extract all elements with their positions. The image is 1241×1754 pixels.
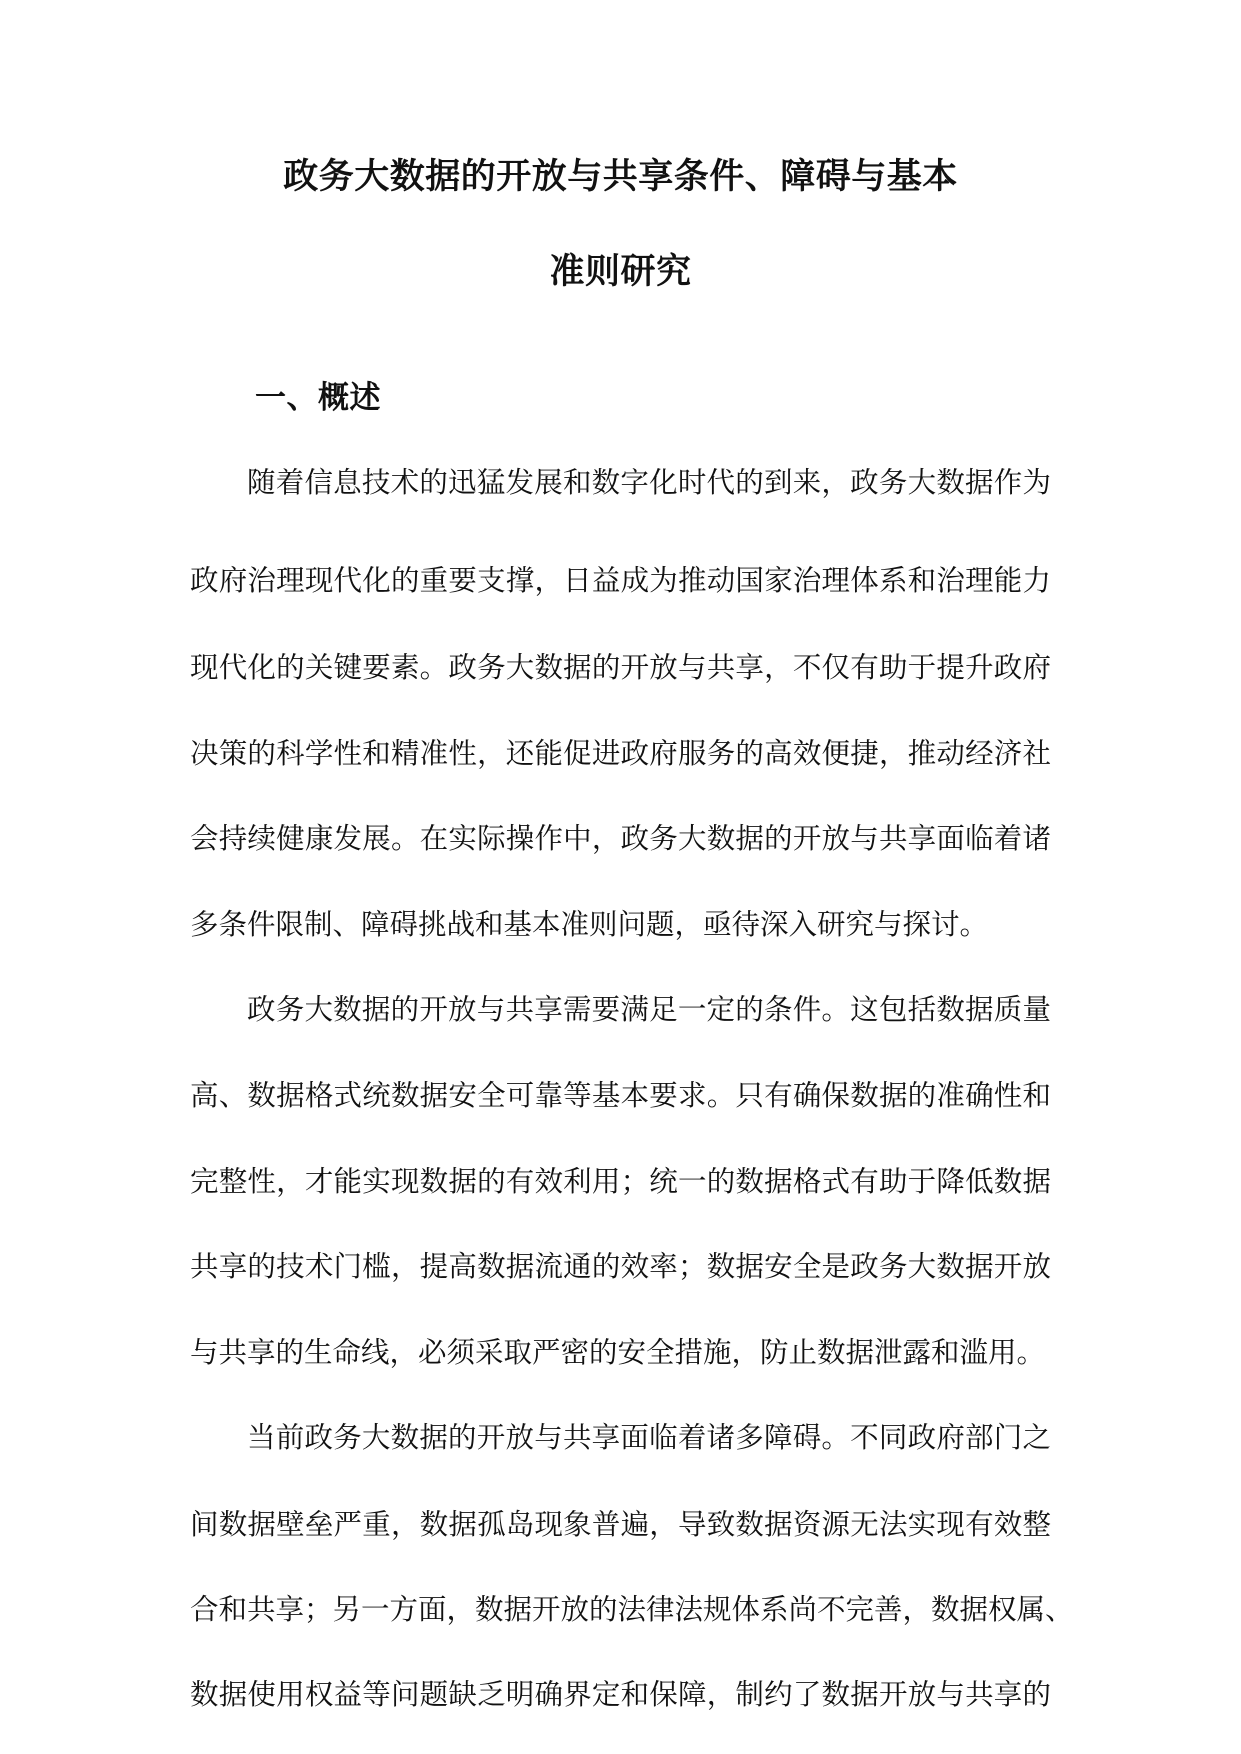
paragraph-1-line-1: 随着信息技术的迅猛发展和数字化时代的到来，政务大数据作为 <box>247 466 1051 499</box>
paragraph-2-line-4: 共享的技术门槛，提高数据流通的效率；数据安全是政务大数据开放 <box>190 1250 1051 1283</box>
paragraph-2-line-1: 政务大数据的开放与共享需要满足一定的条件。这包括数据质量 <box>247 993 1051 1026</box>
paragraph-3-line-4: 数据使用权益等问题缺乏明确界定和保障，制约了数据开放与共享的 <box>190 1678 1051 1711</box>
section-heading-overview: 一、概述 <box>255 380 381 416</box>
paragraph-2-line-5: 与共享的生命线，必须采取严密的安全措施，防止数据泄露和滥用。 <box>190 1336 1046 1369</box>
document-title-line-1: 政务大数据的开放与共享条件、障碍与基本 <box>283 156 958 197</box>
paragraph-2-line-2: 高、数据格式统数据安全可靠等基本要求。只有确保数据的准确性和 <box>190 1079 1051 1112</box>
paragraph-3-line-1: 当前政务大数据的开放与共享面临着诸多障碍。不同政府部门之 <box>247 1421 1051 1454</box>
paragraph-1-line-6: 多条件限制、障碍挑战和基本准则问题，亟待深入研究与探讨。 <box>190 908 989 941</box>
paragraph-1-line-3: 现代化的关键要素。政务大数据的开放与共享，不仅有助于提升政府 <box>190 651 1051 684</box>
paragraph-1-line-4: 决策的科学性和精准性，还能促进政府服务的高效便捷，推动经济社 <box>190 737 1051 770</box>
paragraph-2-line-3: 完整性，才能实现数据的有效利用；统一的数据格式有助于降低数据 <box>190 1165 1051 1198</box>
paragraph-3-line-2: 间数据壁垒严重，数据孤岛现象普遍，导致数据资源无法实现有效整 <box>190 1508 1051 1541</box>
paragraph-1-line-5: 会持续健康发展。在实际操作中，政务大数据的开放与共享面临着诸 <box>190 822 1051 855</box>
paragraph-1-line-2: 政府治理现代化的重要支撑，日益成为推动国家治理体系和治理能力 <box>190 564 1051 597</box>
paragraph-3-line-3: 合和共享；另一方面，数据开放的法律法规体系尚不完善，数据权属、 <box>190 1593 1074 1626</box>
document-title-line-2: 准则研究 <box>549 251 692 292</box>
